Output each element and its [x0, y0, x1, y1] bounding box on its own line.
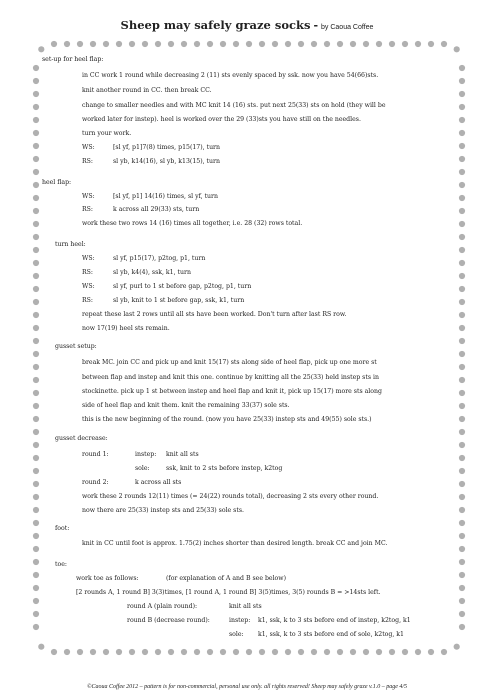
gussetdec-r1-label: round 1:	[82, 451, 109, 458]
gussetdec-instep: knit all sts	[166, 451, 199, 458]
turnheel-note-1: repeat these last 2 rows until all sts have been worked. Don't turn after last RS row.	[82, 311, 347, 318]
heelflap-rs-label: RS:	[82, 206, 93, 213]
toe-round-b-label: round B (decrease round):	[127, 617, 210, 624]
heelflap-ws-label: WS:	[82, 193, 95, 200]
setup-line-1: in CC work 1 round while decreasing 2 (11) sts evenly spaced by ssk. now you have 54(66)sts.	[82, 72, 379, 79]
title-text: Sheep may safely graze socks	[120, 18, 311, 32]
turnheel-r4-label: RS:	[82, 297, 93, 304]
setup-line-2: knit another round in CC. then break CC.	[82, 87, 212, 94]
gusset-line-1: break MC. join CC and pick up and knit 15(17) sts along side of heel flap, pick up one more st	[82, 359, 377, 366]
section-heading-turnheel: turn heel:	[55, 241, 86, 248]
byline: by Caoua Coffee	[321, 24, 374, 31]
turnheel-r3-label: WS:	[82, 283, 95, 290]
gussetdec-note-2: now there are 25(33) instep sts and 25(33) sole sts.	[82, 507, 244, 514]
setup-line-5: turn your work.	[82, 130, 132, 137]
toe-intro-note: (for explanation of A and B see below)	[166, 575, 286, 582]
turnheel-r1: sl yf, p15(17), p2tog, p1, turn	[113, 255, 206, 262]
toe-formula: [2 rounds A, 1 round B] 3(3)times, [1 round A, 1 round B] 3(5)times, 3(5) rounds B = >14sts left.	[76, 589, 381, 596]
setup-rs-row: sl yb, k14(16), sl yb, k13(15), turn	[113, 158, 220, 165]
foot-line-1: knit in CC until foot is approx. 1.75(2) inches shorter than desired length. break CC and join MC.	[82, 540, 388, 547]
section-heading-gusset: gusset setup:	[55, 343, 97, 350]
toe-round-a: knit all sts	[229, 603, 262, 610]
toe-b-sole: k1, ssk, k to 3 sts before end of sole, k2tog, k1	[258, 631, 404, 638]
setup-rs-label: RS:	[82, 158, 93, 165]
toe-intro: work toe as follows:	[76, 575, 139, 582]
toe-b-instep: k1, ssk, k to 3 sts before end of instep, k2tog, k1	[258, 617, 411, 624]
page-footer: ©Caoua Coffee 2012 – pattern is for non-commercial, personal use only. all rights reserved! Sheep may safely graze v.1.0 – page 4/5	[86, 684, 408, 690]
gusset-line-4: side of heel flap and knit them. knit the remaining 33(37) sole sts.	[82, 402, 290, 409]
section-heading-toe: toe:	[55, 561, 67, 568]
setup-line-3: change to smaller needles and with MC knit 14 (16) sts. put next 25(33) sts on hold (they will be	[82, 102, 386, 109]
section-heading-gussetdec: gusset decrease:	[55, 435, 108, 442]
turnheel-r3: sl yf, purl to 1 st before gap, p2tog, p1, turn	[113, 283, 252, 290]
turnheel-note-2: now 17(19) heel sts remain.	[82, 325, 170, 332]
gussetdec-r2: k across all sts	[135, 479, 182, 486]
gussetdec-r2-label: round 2:	[82, 479, 109, 486]
gusset-line-2: between flap and instep and knit this one. continue by knitting all the 25(33) held instep sts in	[82, 374, 379, 381]
section-heading-heelflap: heel flap:	[42, 179, 72, 186]
heelflap-rs-row: k across all 29(33) sts, turn	[113, 206, 200, 213]
setup-line-4: worked later for instep). heel is worked over the 29 (33)sts you have still on the needles.	[82, 116, 361, 123]
toe-round-a-label: round A (plain round):	[127, 603, 198, 610]
title-dash: -	[313, 19, 319, 32]
toe-b-sole-label: sole:	[229, 631, 244, 638]
setup-ws-label: WS:	[82, 144, 95, 151]
gussetdec-sole-label: sole:	[135, 465, 150, 472]
turnheel-r4: sl yb, knit to 1 st before gap, ssk, k1, turn	[113, 297, 245, 304]
gussetdec-sole: ssk, knit to 2 sts before instep, k2tog	[166, 465, 283, 472]
turnheel-r2-label: RS:	[82, 269, 93, 276]
toe-b-instep-label: instep:	[229, 617, 251, 624]
turnheel-r2: sl yb, k4(4), ssk, k1, turn	[113, 269, 191, 276]
gussetdec-note-1: work these 2 rounds 12(11) times (= 24(22) rounds total), decreasing 2 sts every other round.	[82, 493, 379, 500]
section-heading-foot: foot:	[55, 525, 70, 532]
heelflap-note: work these two rows 14 (16) times all together, i.e. 28 (32) rows total.	[82, 220, 303, 227]
setup-ws-row: [sl yf, p1]7(8) times, p15(17), turn	[113, 144, 220, 151]
section-heading-setup: set-up for heel flap:	[42, 56, 104, 63]
gusset-line-5: this is the new beginning of the round. (now you have 25(33) instep sts and 49(55) sole sts.)	[82, 416, 372, 423]
gusset-line-3: stockinette. pick up 1 st between instep and heel flap and knit it, pick up 15(17) more sts along	[82, 388, 382, 395]
gussetdec-instep-label: instep:	[135, 451, 157, 458]
heelflap-ws-row: [sl yf, p1] 14(16) times, sl yf, turn	[113, 193, 218, 200]
turnheel-r1-label: WS:	[82, 255, 95, 262]
